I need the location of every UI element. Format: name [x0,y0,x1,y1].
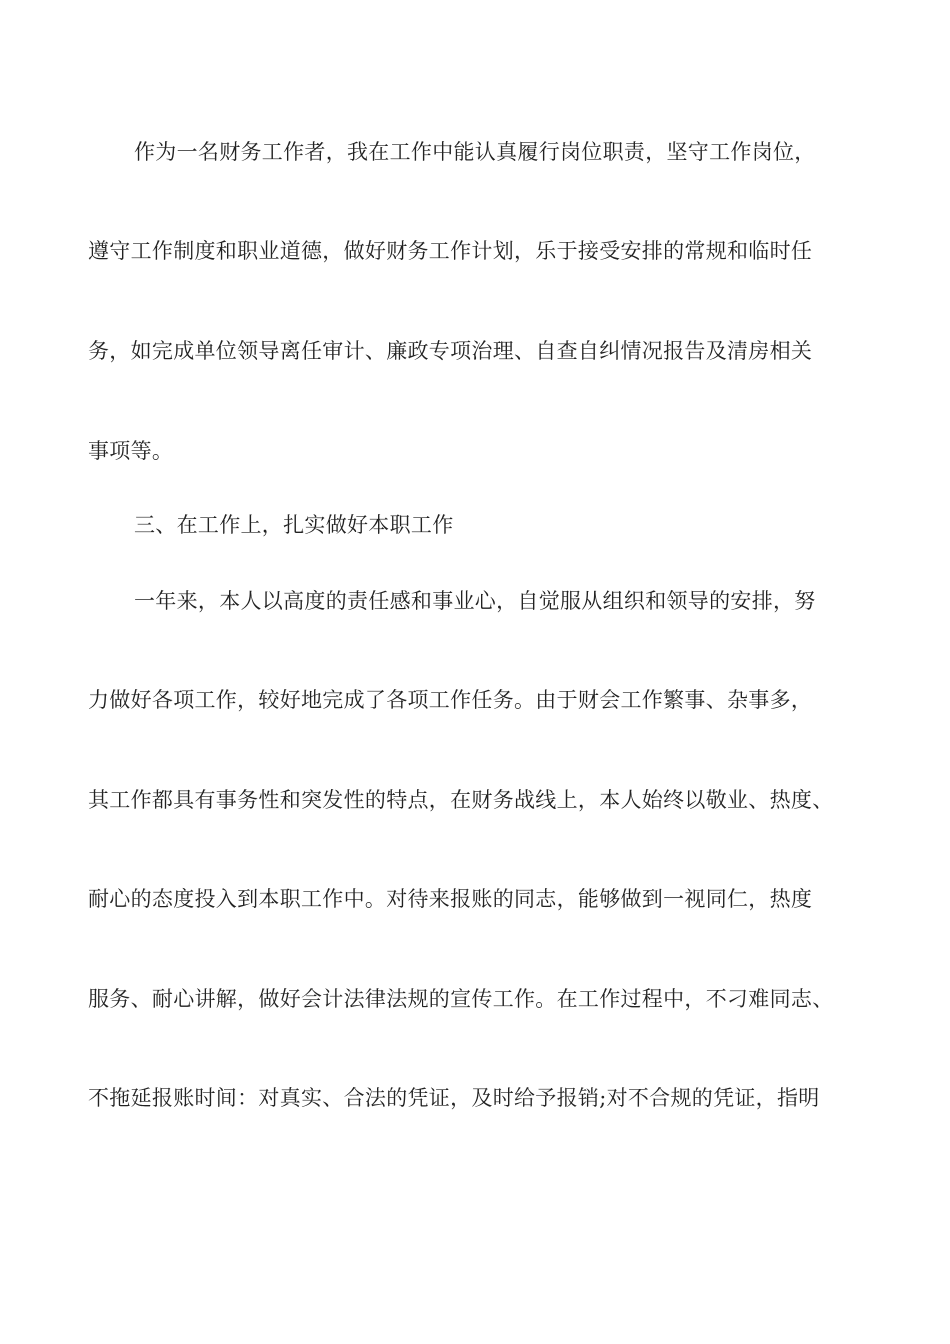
paragraph-2-line-2: 力做好各项工作，较好地完成了各项工作任务。由于财会工作繁事、杂事多， [88,688,813,712]
paragraph-2-line-1: 一年来，本人以高度的责任感和事业心，自觉服从组织和领导的安排，努 [134,589,816,613]
paragraph-1-line-3: 务，如完成单位领导离任审计、廉政专项治理、自查自纠情况报告及清房相关 [88,339,813,363]
paragraph-1-line-4: 事项等。 [88,439,174,463]
paragraph-1-line-2: 遵守工作制度和职业道德，做好财务工作计划，乐于接受安排的常规和临时任 [88,239,813,263]
paragraph-1-line-1: 作为一名财务工作者，我在工作中能认真履行岗位职责，坚守工作岗位， [134,140,816,164]
paragraph-2-line-3: 其工作都具有事务性和突发性的特点，在财务战线上，本人始终以敬业、热度、 [88,788,834,812]
paragraph-2-line-5: 服务、耐心讲解，做好会计法律法规的宣传工作。在工作过程中，不刁难同志、 [88,987,834,1011]
paragraph-2-line-4: 耐心的态度投入到本职工作中。对待来报账的同志，能够做到一视同仁，热度 [88,887,813,911]
section-heading: 三、在工作上，扎实做好本职工作 [134,513,454,537]
paragraph-2-line-6: 不拖延报账时间：对真实、合法的凭证，及时给予报销;对不合规的凭证，指明 [88,1086,820,1110]
